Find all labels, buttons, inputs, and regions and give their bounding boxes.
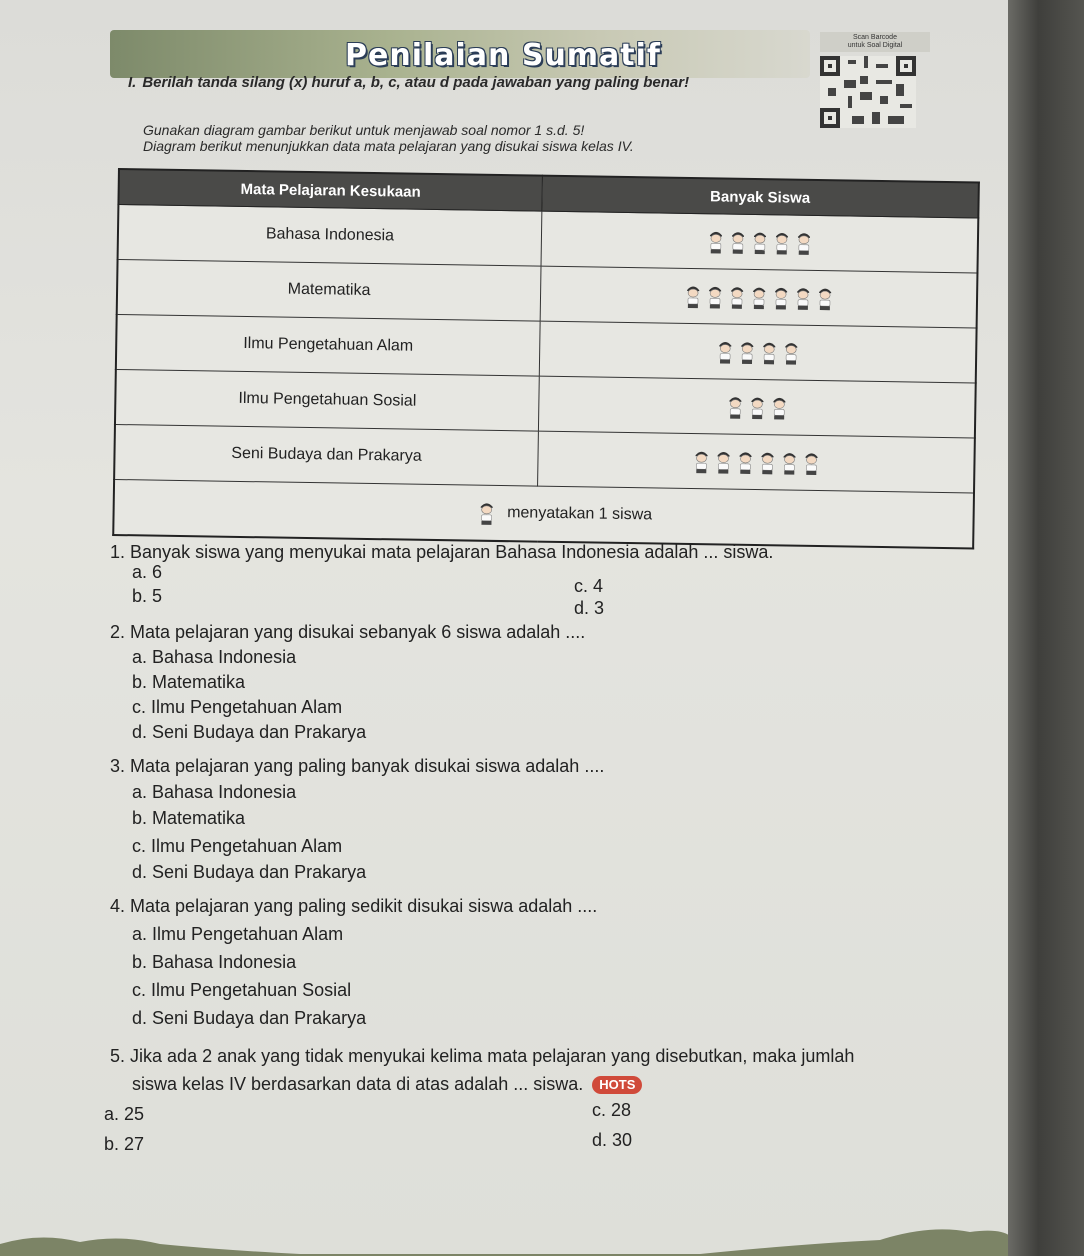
subject-cell: Ilmu Pengetahuan Sosial bbox=[115, 369, 539, 431]
option-label: c. bbox=[132, 980, 147, 1000]
option-text: Ilmu Pengetahuan Sosial bbox=[151, 980, 352, 1000]
option-text: Bahasa Indonesia bbox=[152, 782, 297, 802]
subject-cell: Matematika bbox=[117, 260, 541, 322]
option-label: a. bbox=[104, 1104, 120, 1124]
option-b[interactable] bbox=[132, 670, 245, 695]
option-c[interactable] bbox=[132, 834, 342, 859]
legend-text: menyatakan 1 siswa bbox=[507, 504, 653, 524]
student-icon bbox=[782, 339, 798, 365]
option-c[interactable] bbox=[592, 1098, 631, 1123]
student-icon bbox=[816, 285, 832, 311]
student-icon bbox=[760, 339, 776, 365]
icon-cell bbox=[538, 431, 975, 493]
icon-cell bbox=[541, 211, 978, 273]
option-c[interactable] bbox=[132, 978, 351, 1003]
option-a[interactable] bbox=[132, 780, 296, 805]
option-d[interactable] bbox=[132, 720, 366, 745]
option-b[interactable] bbox=[104, 1132, 144, 1157]
option-label: a. bbox=[132, 562, 148, 582]
intro-line2: Diagram berikut menunjukkan data mata pelajaran yang disukai siswa kelas IV. bbox=[143, 138, 634, 154]
icon-cell bbox=[539, 321, 976, 383]
option-label: d. bbox=[574, 598, 590, 618]
option-text: 4 bbox=[593, 576, 604, 596]
option-text: 5 bbox=[152, 586, 163, 606]
pictograph-table-wrap bbox=[112, 168, 980, 551]
student-icon bbox=[749, 394, 765, 420]
question-2 bbox=[110, 620, 1010, 748]
question-stem-line2: siswa kelas IV berdasarkan data di atas adalah ... siswa. bbox=[132, 1074, 584, 1094]
student-icon bbox=[727, 394, 743, 420]
student-icon bbox=[794, 285, 810, 311]
qr-caption bbox=[820, 32, 930, 52]
question-stem: Banyak siswa yang menyukai mata pelajaran Bahasa Indonesia adalah ... siswa. bbox=[130, 542, 774, 562]
student-icon bbox=[750, 284, 766, 310]
student-icon bbox=[737, 449, 753, 475]
question-number: 2. bbox=[110, 622, 126, 642]
header-count: Banyak Siswa bbox=[542, 176, 979, 218]
intro-line1: Gunakan diagram gambar berikut untuk menjawab soal nomor 1 s.d. 5! bbox=[143, 122, 585, 138]
question-stem-line1: Jika ada 2 anak yang tidak menyukai kelima mata pelajaran yang disebutkan, maka jumlah bbox=[130, 1046, 855, 1066]
option-a[interactable] bbox=[104, 1102, 144, 1127]
option-d[interactable] bbox=[574, 596, 604, 621]
hots-badge: HOTS bbox=[592, 1076, 642, 1094]
option-label: b. bbox=[104, 1134, 120, 1154]
student-icon bbox=[693, 448, 709, 474]
student-icon bbox=[716, 338, 732, 364]
option-text: Ilmu Pengetahuan Alam bbox=[151, 697, 343, 717]
option-label: b. bbox=[132, 672, 148, 692]
option-label: c. bbox=[132, 836, 147, 856]
option-text: Seni Budaya dan Prakarya bbox=[152, 722, 367, 742]
option-label: a. bbox=[132, 782, 148, 802]
option-label: b. bbox=[132, 586, 148, 606]
option-text: Ilmu Pengetahuan Alam bbox=[152, 924, 344, 944]
option-label: d. bbox=[132, 1008, 148, 1028]
student-icon bbox=[715, 448, 731, 474]
footer-decoration bbox=[0, 1214, 1010, 1256]
option-label: a. bbox=[132, 924, 148, 944]
question-stem: Mata pelajaran yang disukai sebanyak 6 siswa adalah .... bbox=[130, 622, 586, 642]
question-number: 4. bbox=[110, 896, 126, 916]
option-text: 30 bbox=[612, 1130, 633, 1150]
option-b[interactable] bbox=[132, 806, 245, 831]
student-icon bbox=[475, 500, 497, 526]
instruction-number: I. bbox=[128, 74, 137, 91]
qr-caption-line2: untuk Soal Digital bbox=[847, 42, 903, 49]
question-5 bbox=[104, 1044, 1010, 1164]
student-icon bbox=[803, 450, 819, 476]
option-a[interactable] bbox=[132, 922, 343, 947]
option-d[interactable] bbox=[132, 860, 366, 885]
qr-code-icon bbox=[820, 56, 916, 128]
subject-cell: Seni Budaya dan Prakarya bbox=[114, 424, 538, 486]
student-icon bbox=[738, 339, 754, 365]
student-icon bbox=[772, 284, 788, 310]
option-text: 25 bbox=[124, 1104, 145, 1124]
option-a[interactable] bbox=[132, 560, 162, 585]
question-number: 1. bbox=[110, 542, 126, 562]
option-text: Bahasa Indonesia bbox=[152, 952, 297, 972]
option-label: d. bbox=[132, 722, 148, 742]
student-icon bbox=[795, 230, 811, 256]
question-3 bbox=[110, 754, 1010, 884]
option-text: Matematika bbox=[152, 808, 246, 828]
subject-cell: Ilmu Pengetahuan Alam bbox=[116, 314, 540, 376]
option-label: d. bbox=[592, 1130, 608, 1150]
book-edge bbox=[1008, 0, 1084, 1256]
question-list bbox=[104, 540, 1010, 1164]
option-d[interactable] bbox=[132, 1006, 366, 1031]
option-text: Seni Budaya dan Prakarya bbox=[152, 862, 367, 882]
header-subject: Mata Pelajaran Kesukaan bbox=[118, 169, 542, 211]
icon-cell bbox=[538, 376, 975, 438]
pictograph-table bbox=[112, 168, 980, 549]
student-icon bbox=[706, 283, 722, 309]
question-1 bbox=[110, 540, 1010, 618]
option-text: Seni Budaya dan Prakarya bbox=[152, 1008, 367, 1028]
question-stem: Mata pelajaran yang paling banyak disukai siswa adalah .... bbox=[130, 756, 605, 776]
question-number: 5. bbox=[110, 1046, 126, 1066]
student-icon bbox=[759, 449, 775, 475]
option-text: Matematika bbox=[152, 672, 246, 692]
option-text: Bahasa Indonesia bbox=[152, 647, 297, 667]
option-a[interactable] bbox=[132, 645, 296, 670]
instruction-text: Berilah tanda silang (x) huruf a, b, c, atau d pada jawaban yang paling benar! bbox=[142, 74, 690, 91]
option-text: 27 bbox=[124, 1134, 145, 1154]
option-label: d. bbox=[132, 862, 148, 882]
student-icon bbox=[684, 283, 700, 309]
option-label: c. bbox=[592, 1100, 607, 1120]
question-stem: Mata pelajaran yang paling sedikit disukai siswa adalah .... bbox=[130, 896, 598, 916]
option-label: c. bbox=[574, 576, 589, 596]
intro-text bbox=[143, 122, 843, 154]
question-4 bbox=[110, 894, 1010, 1028]
option-label: b. bbox=[132, 952, 148, 972]
option-text: 3 bbox=[594, 598, 605, 618]
subject-cell: Bahasa Indonesia bbox=[118, 205, 542, 267]
student-icon bbox=[781, 449, 797, 475]
icon-cell bbox=[540, 266, 977, 328]
student-icon bbox=[773, 229, 789, 255]
option-c[interactable] bbox=[132, 695, 342, 720]
page-title: Penilaian Sumatif bbox=[345, 38, 661, 73]
option-b[interactable] bbox=[132, 950, 296, 975]
option-text: 28 bbox=[611, 1100, 632, 1120]
option-text: 6 bbox=[152, 562, 163, 582]
student-icon bbox=[751, 229, 767, 255]
option-b[interactable] bbox=[132, 584, 162, 609]
option-label: c. bbox=[132, 697, 147, 717]
option-text: Ilmu Pengetahuan Alam bbox=[151, 836, 343, 856]
student-icon bbox=[771, 394, 787, 420]
option-d[interactable] bbox=[592, 1128, 632, 1153]
student-icon bbox=[729, 229, 745, 255]
option-label: a. bbox=[132, 647, 148, 667]
qr-caption-line1: Scan Barcode bbox=[853, 34, 897, 41]
student-icon bbox=[707, 228, 723, 254]
option-label: b. bbox=[132, 808, 148, 828]
student-icon bbox=[478, 500, 494, 526]
student-icon bbox=[728, 284, 744, 310]
question-number: 3. bbox=[110, 756, 126, 776]
instruction bbox=[128, 74, 828, 91]
